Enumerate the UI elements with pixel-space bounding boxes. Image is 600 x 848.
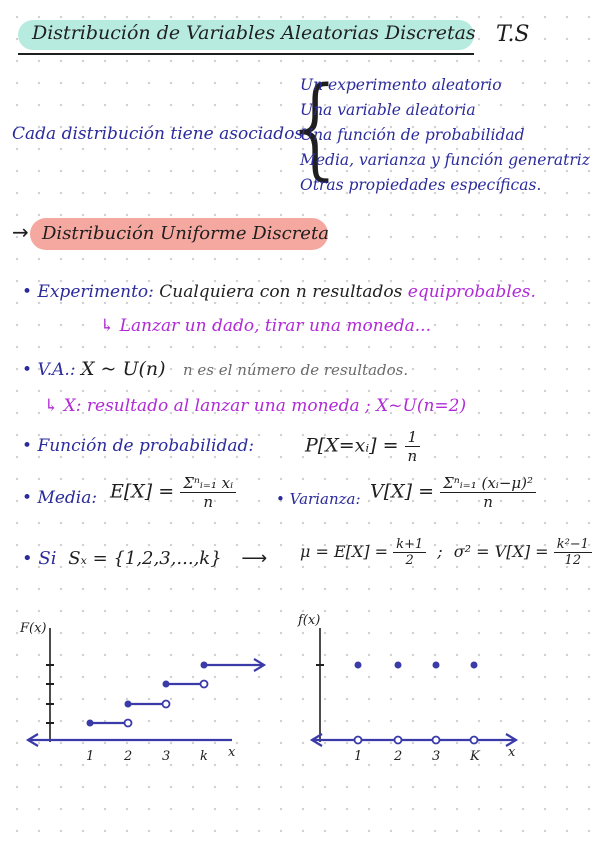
bullet-dot: •: [22, 360, 33, 380]
pmf-open-point: [395, 737, 402, 744]
pmf-xtick-label: K: [470, 749, 480, 764]
cdf-xtick-label: 2: [124, 749, 133, 764]
pmf-open-point: [433, 737, 440, 744]
sigma-denominator: 12: [564, 553, 582, 568]
experiment-line: [22, 282, 536, 302]
va-example-line: [44, 396, 466, 416]
section-arrow-icon: →: [12, 220, 29, 244]
pmf-xlabel: x: [508, 745, 516, 760]
bullet-dot: •: [22, 548, 33, 569]
pmf-open-point: [355, 737, 362, 744]
sigma-numerator: k²−1: [554, 537, 592, 553]
curly-brace: {: [281, 63, 351, 191]
title-underline: [18, 53, 474, 55]
section-title: Distribución Uniforme Discreta: [42, 223, 329, 244]
bullet-dot: •: [22, 436, 33, 456]
cdf-step-open-point: [125, 720, 132, 727]
pmf-xtick-label: 3: [432, 749, 441, 764]
mean-denominator: n: [203, 493, 214, 511]
cdf-step-closed-point: [163, 681, 170, 688]
author-initials: T.S: [496, 22, 530, 47]
experiment-label: Experimento:: [37, 282, 154, 302]
property-item: Una variable aleatoria: [300, 101, 476, 119]
va-example: X: resultado al lanzar una moneda ; X~U(n=2): [63, 396, 467, 416]
example-arrow-icon: ↳: [100, 316, 115, 336]
formula-separator: ;: [437, 542, 443, 561]
pmf-graph: [290, 610, 540, 780]
va-notation: X ~ U(n): [80, 358, 166, 380]
probability-line: [22, 436, 254, 456]
bullet-dot: •: [22, 282, 33, 302]
va-label: V.A.:: [37, 360, 76, 380]
variance-line: [276, 490, 361, 508]
sigma-lhs: σ² = V[X] =: [453, 542, 549, 561]
intro-label: Cada distribución tiene asociados: [12, 124, 304, 144]
property-item: Un experimento aleatorio: [300, 76, 502, 94]
variance-denominator: n: [483, 493, 493, 511]
pmf-mass-point: [355, 662, 362, 669]
experiment-text: Cualquiera con n resultados: [159, 282, 403, 302]
probability-lhs: P[X=xᵢ] =: [305, 434, 399, 457]
cdf-xtick-label: k: [200, 749, 208, 764]
va-line: [22, 358, 408, 380]
mean-formula: [110, 474, 236, 511]
mean-line: [22, 488, 97, 508]
cdf-step-closed-point: [87, 720, 94, 727]
experiment-example: Lanzar un dado, tirar una moneda...: [119, 316, 431, 336]
cdf-xlabel: x: [228, 745, 236, 760]
page-title: Distribución de Variables Aleatorias Discretas: [32, 22, 476, 44]
cdf-graph: [0, 610, 300, 780]
probability-formula: [305, 428, 420, 465]
mu-numerator: k+1: [393, 537, 426, 553]
property-item: Otras propiedades específicas.: [300, 176, 542, 194]
va-note: n es el número de resultados.: [182, 361, 409, 379]
cdf-xtick-label: 1: [86, 749, 95, 764]
pmf-points: [355, 662, 478, 744]
experiment-example-line: [100, 316, 431, 336]
implies-arrow-icon: ⟶: [241, 548, 268, 569]
pmf-xtick-label: 1: [354, 749, 363, 764]
cdf-step-open-point: [201, 681, 208, 688]
pmf-mass-point: [471, 662, 478, 669]
mean-label: Media:: [37, 488, 98, 508]
cdf-steps: [87, 659, 265, 727]
probability-denominator: n: [407, 447, 418, 465]
variance-lhs: V[X] =: [370, 480, 435, 503]
mean-lhs: E[X] =: [110, 480, 175, 503]
experiment-highlight: equiprobables.: [407, 282, 536, 302]
special-formulas: [300, 537, 592, 568]
cdf-xtick-label: 3: [162, 749, 171, 764]
probability-label: Función de probabilidad:: [37, 436, 255, 456]
special-case-line: [22, 548, 267, 569]
example-arrow-icon: ↳: [44, 396, 59, 416]
bullet-dot: •: [276, 490, 285, 508]
mu-denominator: 2: [405, 553, 414, 568]
pmf-open-point: [471, 737, 478, 744]
mean-numerator: Σⁿᵢ₌₁ xᵢ: [180, 474, 236, 493]
cdf-ylabel: F(x): [20, 621, 47, 636]
pmf-ylabel: f(x): [298, 613, 321, 628]
special-label: Si: [38, 548, 57, 569]
cdf-step-open-point: [163, 701, 170, 708]
pmf-mass-point: [433, 662, 440, 669]
property-item: Una función de probabilidad: [300, 126, 525, 144]
pmf-mass-point: [395, 662, 402, 669]
probability-numerator: 1: [405, 428, 421, 447]
variance-label: Varianza:: [289, 490, 361, 508]
bullet-dot: •: [22, 488, 33, 508]
special-set: Sₓ = {1,2,3,...,k}: [68, 548, 222, 569]
mu-lhs: μ = E[X] =: [300, 542, 389, 561]
variance-formula: [370, 474, 536, 511]
cdf-step-closed-point: [201, 662, 208, 669]
property-item: Media, varianza y función generatriz: [300, 151, 590, 169]
variance-numerator: Σⁿᵢ₌₁ (xᵢ−μ)²: [440, 474, 536, 493]
cdf-step-closed-point: [125, 701, 132, 708]
pmf-xtick-label: 2: [394, 749, 403, 764]
